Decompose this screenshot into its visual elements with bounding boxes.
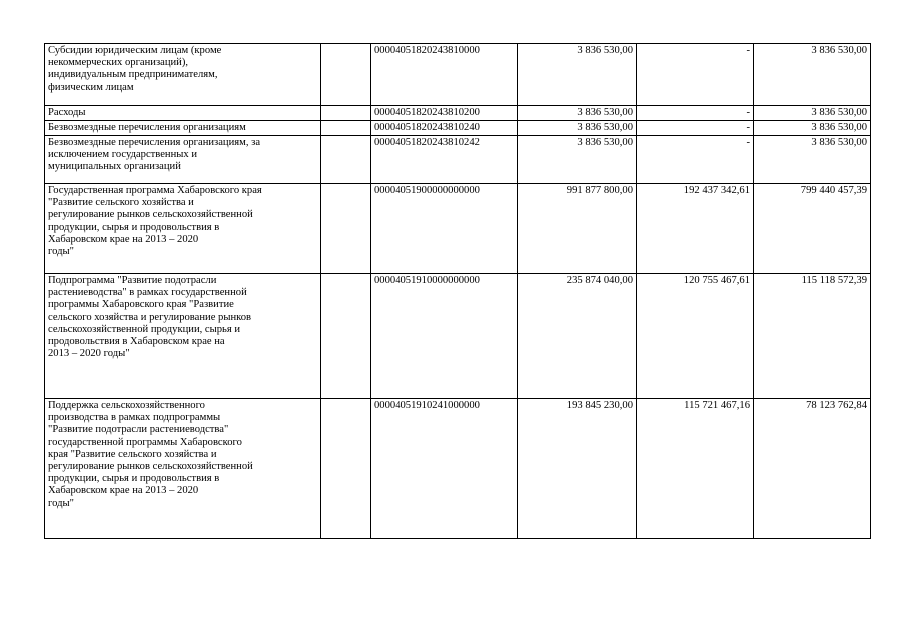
row-name: Безвозмездные перечисления организациям bbox=[45, 121, 321, 136]
row-executed: - bbox=[637, 44, 754, 106]
row-executed: 115 721 467,16 bbox=[637, 399, 754, 539]
row-budget-code: 00004051820243810240 bbox=[371, 121, 518, 136]
row-remaining: 3 836 530,00 bbox=[754, 106, 871, 121]
row-budget-code: 00004051900000000000 bbox=[371, 184, 518, 274]
table-row bbox=[45, 136, 871, 184]
table-row bbox=[45, 274, 871, 399]
row-remaining: 78 123 762,84 bbox=[754, 399, 871, 539]
table-row bbox=[45, 399, 871, 539]
row-approved: 3 836 530,00 bbox=[518, 44, 637, 106]
row-approved: 3 836 530,00 bbox=[518, 121, 637, 136]
row-approved: 235 874 040,00 bbox=[518, 274, 637, 399]
row-budget-code: 00004051820243810200 bbox=[371, 106, 518, 121]
row-approved: 3 836 530,00 bbox=[518, 136, 637, 184]
row-line-code bbox=[321, 399, 371, 539]
table-row bbox=[45, 121, 871, 136]
row-name: Подпрограмма "Развитие подотрасли растениеводства" в рамках государственной программы Хабаровского края "Развитие сельского хозяйства и регулирование рынков сельскохозяйственной продукции, сырья и продовольствия в Хабаровском крае на 2013 – 2020 годы" bbox=[45, 274, 321, 399]
row-executed: 192 437 342,61 bbox=[637, 184, 754, 274]
row-name: Государственная программа Хабаровского края "Развитие сельского хозяйства и регулирование рынков сельскохозяйственной продукции, сырья и продовольствия в Хабаровском крае на 2013 – 2020 годы" bbox=[45, 184, 321, 274]
row-line-code bbox=[321, 136, 371, 184]
row-remaining: 3 836 530,00 bbox=[754, 136, 871, 184]
row-approved: 991 877 800,00 bbox=[518, 184, 637, 274]
row-line-code bbox=[321, 106, 371, 121]
row-line-code bbox=[321, 274, 371, 399]
row-approved: 193 845 230,00 bbox=[518, 399, 637, 539]
row-line-code bbox=[321, 44, 371, 106]
row-remaining: 3 836 530,00 bbox=[754, 44, 871, 106]
row-budget-code: 00004051910000000000 bbox=[371, 274, 518, 399]
row-line-code bbox=[321, 121, 371, 136]
table-row bbox=[45, 106, 871, 121]
row-executed: 120 755 467,61 bbox=[637, 274, 754, 399]
row-executed: - bbox=[637, 106, 754, 121]
budget-execution-table bbox=[44, 43, 871, 539]
table-row bbox=[45, 44, 871, 106]
row-budget-code: 00004051820243810242 bbox=[371, 136, 518, 184]
row-approved: 3 836 530,00 bbox=[518, 106, 637, 121]
row-name: Субсидии юридическим лицам (кроме некоммерческих организаций), индивидуальным предпринимателям, физическим лицам bbox=[45, 44, 321, 106]
row-remaining: 799 440 457,39 bbox=[754, 184, 871, 274]
row-name: Безвозмездные перечисления организациям, за исключением государственных и муниципальных организаций bbox=[45, 136, 321, 184]
row-executed: - bbox=[637, 121, 754, 136]
row-name: Расходы bbox=[45, 106, 321, 121]
row-executed: - bbox=[637, 136, 754, 184]
row-budget-code: 00004051820243810000 bbox=[371, 44, 518, 106]
row-remaining: 115 118 572,39 bbox=[754, 274, 871, 399]
row-name: Поддержка сельскохозяйственного производства в рамках подпрограммы "Развитие подотрасли растениеводства" государственной программы Хабаровского края "Развитие сельского хозяйства и регулирование рынков сельскохозяйственной продукции, сырья и продовольствия в Хабаровском крае на 2013 – 2020 годы" bbox=[45, 399, 321, 539]
row-remaining: 3 836 530,00 bbox=[754, 121, 871, 136]
table-row bbox=[45, 184, 871, 274]
row-line-code bbox=[321, 184, 371, 274]
row-budget-code: 00004051910241000000 bbox=[371, 399, 518, 539]
